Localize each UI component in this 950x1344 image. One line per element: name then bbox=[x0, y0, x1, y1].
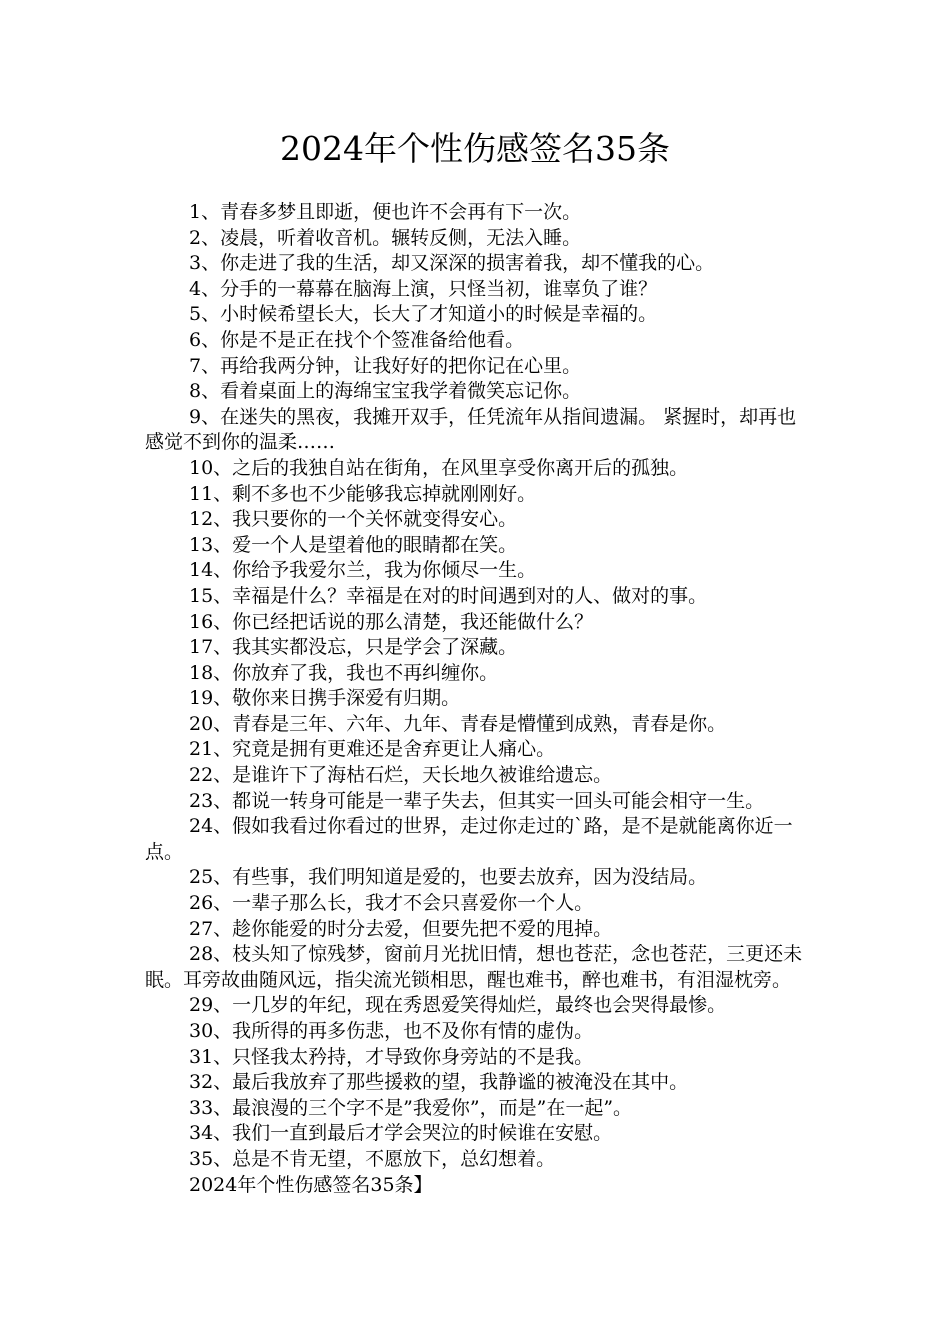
list-item: 8、看着桌面上的海绵宝宝我学着微笑忘记你。 bbox=[189, 380, 582, 403]
list-item: 10、之后的我独自站在街角，在风里享受你离开后的孤独。 bbox=[189, 456, 689, 479]
list-item: 11、剩不多也不少能够我忘掉就刚刚好。 bbox=[189, 482, 537, 505]
list-item: 16、你已经把话说的那么清楚，我还能做什么？ bbox=[189, 610, 594, 633]
list-item: 7、再给我两分钟，让我好好的把你记在心里。 bbox=[189, 354, 582, 377]
list-item: 9、在迷失的黑夜，我摊开双手，任凭流年从指间遗漏。 紧握时，却再也感觉不到你的温柔…… bbox=[145, 405, 797, 454]
list-item: 12、我只要你的一个关怀就变得安心。 bbox=[189, 508, 518, 531]
document-title: 2024年个性伤感签名35条 bbox=[280, 129, 670, 168]
list-item: 20、青春是三年、六年、九年、青春是懵懂到成熟，青春是你。 bbox=[189, 712, 727, 735]
list-item: 24、假如我看过你看过的世界，走过你走过的`路，是不是就能离你近一点。 bbox=[145, 815, 793, 863]
list-item: 29、一几岁的年纪，现在秀恩爱笑得灿烂，最终也会哭得最惨。 bbox=[189, 994, 727, 1017]
list-item: 13、爱一个人是望着他的眼睛都在笑。 bbox=[189, 533, 518, 556]
list-item: 1、青春多梦且即逝，便也许不会再有下一次。 bbox=[189, 201, 582, 223]
list-item: 4、分手的一幕幕在脑海上演，只怪当初，谁辜负了谁？ bbox=[189, 277, 658, 300]
list-item: 26、一辈子那么长，我才不会只喜爱你一个人。 bbox=[189, 892, 594, 915]
list-item: 33、最浪漫的三个字不是”我爱你”，而是”在一起”。 bbox=[189, 1096, 633, 1119]
list-item: 5、小时候希望长大，长大了才知道小的时候是幸福的。 bbox=[189, 303, 658, 326]
list-item: 30、我所得的再多伤悲，也不及你有情的虚伪。 bbox=[189, 1020, 594, 1042]
list-item: 18、你放弃了我，我也不再纠缠你。 bbox=[189, 661, 499, 684]
list-item: 17、我其实都没忘，只是学会了深藏。 bbox=[189, 636, 518, 659]
list-item: 31、只怪我太矜持，才导致你身旁站的不是我。 bbox=[189, 1045, 594, 1068]
list-item: 14、你给予我爱尔兰，我为你倾尽一生。 bbox=[189, 559, 537, 582]
list-item: 23、都说一转身可能是一辈子失去，但其实一回头可能会相守一生。 bbox=[189, 789, 765, 812]
list-item: 35、总是不肯无望，不愿放下，总幻想着。 bbox=[189, 1147, 556, 1170]
list-item: 6、你是不是正在找个个签准备给他看。 bbox=[189, 328, 525, 351]
list-item: 19、敬你来日携手深爱有归期。 bbox=[189, 687, 461, 710]
document-footer-line: 2024年个性伤感签名35条】 bbox=[189, 1173, 433, 1196]
list-item: 3、你走进了我的生活，却又深深的损害着我，却不懂我的心。 bbox=[189, 252, 715, 275]
list-item: 28、枝头知了惊残梦，窗前月光扰旧情，想也苍茫，念也苍茫，三更还未眠。耳旁故曲随风远，指尖流光锁相思，醒也难书，醉也难书，有泪湿枕旁。 bbox=[145, 943, 803, 991]
list-item: 22、是谁许下了海枯石烂，天长地久被谁给遗忘。 bbox=[189, 764, 613, 787]
list-item: 21、究竟是拥有更难还是舍弃更让人痛心。 bbox=[189, 738, 556, 761]
list-item: 2、凌晨，听着收音机。辗转反侧，无法入睡。 bbox=[189, 226, 582, 249]
list-item: 27、趁你能爱的时分去爱，但要先把不爱的甩掉。 bbox=[189, 917, 613, 940]
list-item: 25、有些事，我们明知道是爱的，也要去放弃，因为没结局。 bbox=[189, 866, 708, 889]
list-item: 34、我们一直到最后才学会哭泣的时候谁在安慰。 bbox=[189, 1122, 613, 1145]
list-item: 32、最后我放弃了那些援救的望，我静谧的被淹没在其中。 bbox=[189, 1071, 689, 1094]
document-body bbox=[145, 200, 815, 1198]
list-item: 15、幸福是什么？幸福是在对的时间遇到对的人、做对的事。 bbox=[189, 584, 708, 607]
